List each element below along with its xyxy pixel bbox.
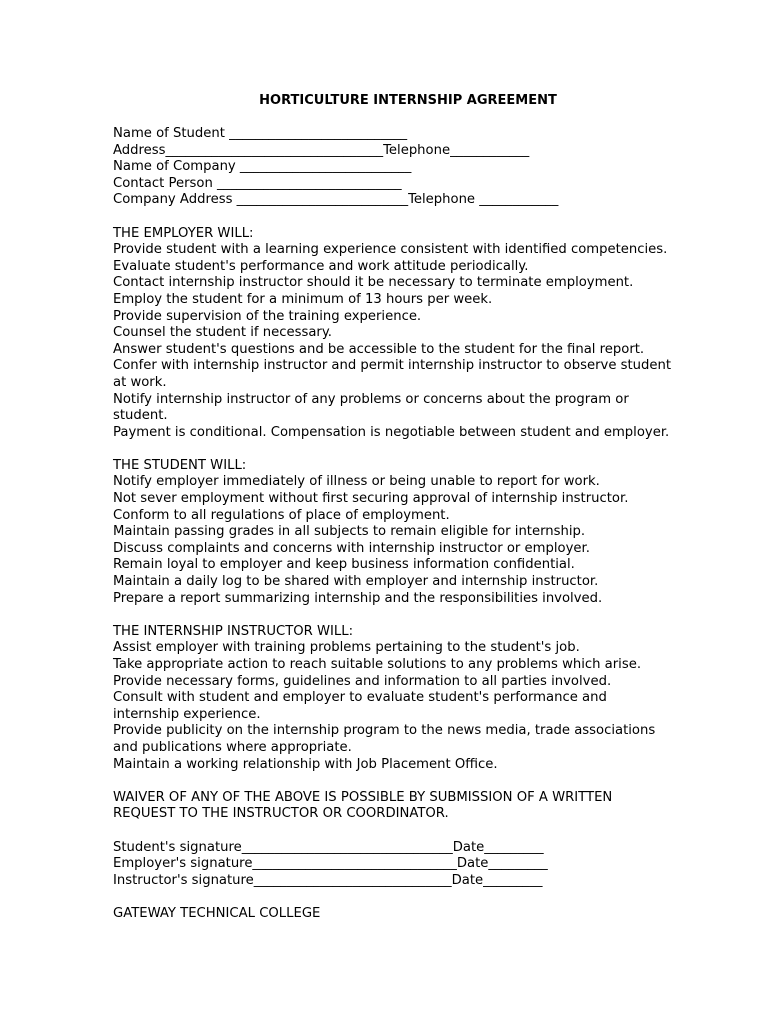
employer-item: Counsel the student if necessary. (113, 325, 332, 341)
employer-item: Answer student's questions and be accessible to the student for the final report. (113, 341, 645, 357)
instructor-heading: THE INTERNSHIP INSTRUCTOR WILL: (113, 623, 354, 639)
student-item: Discuss complaints and concerns with internship instructor or employer. (113, 540, 590, 556)
student-section (113, 458, 753, 607)
student-item: Notify employer immediately of illness or being unable to report for work. (113, 474, 600, 490)
student-name-field: Name of Student ___________________________ (113, 126, 408, 141)
waiver-section (113, 790, 753, 823)
contact-form-fields (113, 126, 753, 209)
employer-item: Payment is conditional. Compensation is negotiable between student and employer. (113, 424, 670, 440)
signature-section (113, 840, 753, 890)
employer-item: Provide student with a learning experience consistent with identified competencies. (113, 242, 668, 258)
employer-item: Employ the student for a minimum of 13 hours per week. (113, 291, 493, 307)
student-item: Not sever employment without first securing approval of internship instructor. (113, 491, 629, 507)
student-heading: THE STUDENT WILL: (113, 457, 247, 473)
instructor-item: Maintain a working relationship with Job Placement Office. (113, 756, 498, 772)
instructor-item: Take appropriate action to reach suitable solutions to any problems which arise. (113, 657, 642, 672)
instructor-item: and publications where appropriate. (113, 739, 352, 755)
student-signature-line: Student's signature________________________________Date_________ (113, 839, 544, 855)
student-item: Maintain a daily log to be shared with employer and internship instructor. (113, 574, 599, 590)
student-item: Maintain passing grades in all subjects to remain eligible for internship. (113, 524, 586, 540)
employer-item: at work. (113, 374, 167, 390)
instructor-section (113, 624, 753, 773)
instructor-item: Provide necessary forms, guidelines and information to all parties involved. (113, 673, 612, 689)
employer-item: Provide supervision of the training experience. (113, 308, 422, 324)
contact-person-field: Contact Person ____________________________ (113, 175, 402, 191)
student-item: Prepare a report summarizing internship and the responsibilities involved. (113, 590, 603, 606)
waiver-line: WAIVER OF ANY OF THE ABOVE IS POSSIBLE BY SUBMISSION OF A WRITTEN (113, 789, 613, 805)
waiver-line: REQUEST TO THE INSTRUCTOR OR COORDINATOR. (113, 806, 449, 822)
instructor-item: internship experience. (113, 706, 261, 722)
instructor-signature-line: Instructor's signature______________________________Date_________ (113, 872, 543, 888)
employer-item: Evaluate student's performance and work attitude periodically. (113, 258, 529, 274)
employer-item: Notify internship instructor of any problems or concerns about the program or (113, 391, 629, 407)
address-telephone-field: Address_________________________________Telephone____________ (113, 142, 530, 158)
document-body (113, 126, 753, 923)
employer-item: Confer with internship instructor and permit internship instructor to observe student (113, 358, 672, 374)
employer-section (113, 226, 753, 442)
employer-signature-line: Employer's signature_______________________________Date_________ (113, 856, 548, 872)
company-name-field: Name of Company __________________________ (113, 159, 412, 175)
employer-item: student. (113, 408, 168, 424)
instructor-item: Consult with student and employer to evaluate student's performance and (113, 690, 607, 706)
company-address-telephone-field: Company Address __________________________Telephone ____________ (113, 192, 559, 208)
instructor-item: Provide publicity on the internship program to the news media, trade associations (113, 723, 656, 739)
college-name: GATEWAY TECHNICAL COLLEGE (113, 905, 321, 921)
document-title: HORTICULTURE INTERNSHIP AGREEMENT (259, 93, 557, 108)
instructor-item: Assist employer with training problems pertaining to the student's job. (113, 640, 580, 656)
employer-item: Contact internship instructor should it be necessary to terminate employment. (113, 275, 634, 291)
employer-heading: THE EMPLOYER WILL: (113, 225, 254, 241)
student-item: Remain loyal to employer and keep business information confidential. (113, 557, 575, 573)
student-item: Conform to all regulations of place of employment. (113, 507, 450, 523)
